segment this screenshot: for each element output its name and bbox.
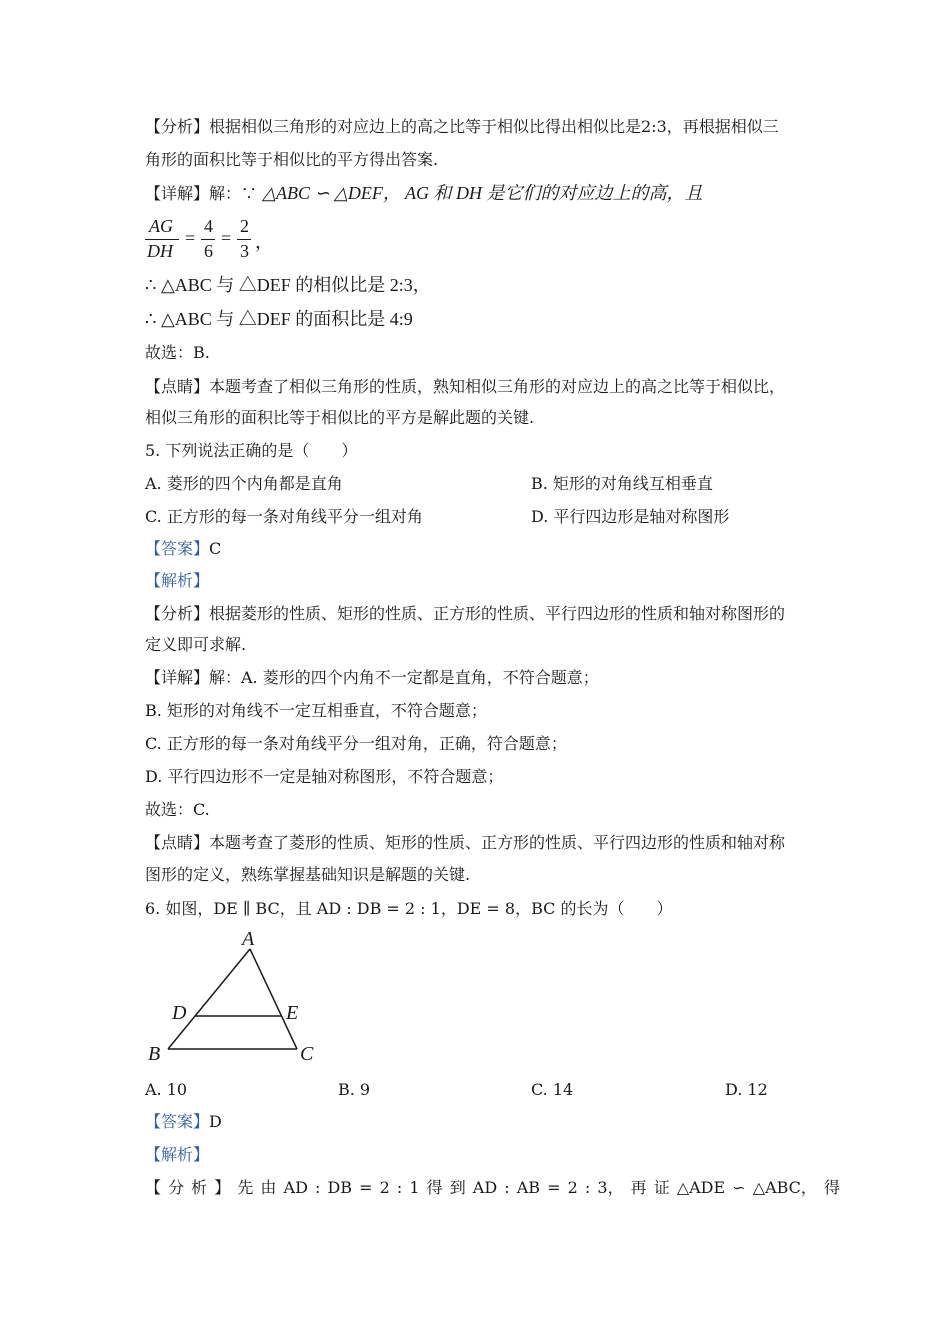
q5-detail-d: D. 平行四边形不一定是轴对称图形，不符合题意；: [145, 767, 504, 786]
q5-option-d: D. 平行四边形是轴对称图形: [531, 507, 730, 526]
q5-analysis-cont: 定义即可求解.: [145, 635, 247, 654]
q4-analysis-cont: 角形的面积比等于相似比的平方得出答案.: [145, 150, 439, 169]
frac-den-3: 3: [240, 241, 249, 261]
q5-answer-tag: 【答案】: [145, 539, 210, 558]
q4-detail-expr: △ABC ∽ △DEF， AG 和 DH 是它们的对应边上的高，且: [262, 183, 703, 203]
q5-detail-a: 【详解】解：A. 菱形的四个内角不一定都是直角，不符合题意；: [145, 668, 599, 687]
frac-num-4: 4: [204, 216, 213, 236]
label-a: A: [242, 928, 255, 950]
q5-solution-tag: 【解析】: [145, 571, 210, 590]
q6-option-c: C. 14: [531, 1080, 574, 1099]
q5-choose: 故选：C.: [145, 800, 210, 819]
q4-choose: 故选：B.: [145, 343, 210, 362]
q4-comment: 【点睛】本题考查了相似三角形的性质，熟知相似三角形的对应边上的高之比等于相似比，: [145, 377, 786, 396]
q5-detail-b: B. 矩形的对角线不一定互相垂直，不符合题意；: [145, 701, 487, 720]
q5-analysis: 【分析】根据菱形的性质、矩形的性质、正方形的性质、平行四边形的性质和轴对称图形的: [145, 604, 786, 623]
q5-option-b: B. 矩形的对角线互相垂直: [531, 474, 713, 493]
q6-option-d: D. 12: [725, 1080, 768, 1099]
q5-comment-cont: 图形的定义，熟练掌握基础知识是解题的关键.: [145, 865, 471, 884]
q5-stem: 5. 下列说法正确的是（ ）: [145, 441, 358, 460]
frac-num-2: 2: [240, 216, 249, 236]
q5-answer: [145, 538, 221, 560]
q6-analysis: 【 分 析 】 先 由 AD : DB = 2 : 1 得 到 AD : AB = 2 : 3， 再 证 △ADE ∽ △ABC， 得: [145, 1178, 841, 1197]
equals-sign-2: =: [221, 228, 232, 248]
side-ac: [250, 949, 297, 1049]
q6-option-a: A. 10: [145, 1080, 188, 1099]
q4-detail: [145, 182, 703, 205]
side-ab: [168, 949, 250, 1049]
q4-analysis: 【分析】根据相似三角形的对应边上的高之比等于相似比得出相似比是2:3，再根据相似三: [145, 117, 779, 136]
q6-solution-tag: 【解析】: [145, 1145, 210, 1164]
label-d: D: [172, 1002, 187, 1024]
q6-answer: [145, 1111, 222, 1133]
q4-ratio-line: ∴ △ABC 与 △DEF 的相似比是 2:3，: [145, 275, 431, 295]
label-e: E: [286, 1002, 299, 1024]
label-c: C: [300, 1043, 314, 1065]
q5-answer-value: C: [209, 539, 222, 558]
label-b: B: [148, 1043, 161, 1065]
q4-fraction-equation: [145, 216, 285, 266]
q5-comment: 【点睛】本题考查了菱形的性质、矩形的性质、正方形的性质、平行四边形的性质和轴对称: [145, 833, 786, 852]
q5-option-c: C. 正方形的每一条对角线平分一组对角: [145, 507, 423, 526]
q6-option-b: B. 9: [338, 1080, 371, 1099]
triangle-figure: [140, 925, 330, 1065]
q5-option-a: A. 菱形的四个内角都是直角: [145, 474, 343, 493]
frac-den-6: 6: [204, 241, 213, 261]
q4-detail-tag: 【详解】解：∵: [145, 184, 258, 203]
q6-answer-tag: 【答案】: [145, 1112, 210, 1131]
q6-stem: 6. 如图，DE ∥ BC，且 AD : DB = 2 : 1，DE = 8，BC 的长为（ ）: [145, 899, 673, 918]
q5-detail-c: C. 正方形的每一条对角线平分一组对角，正确，符合题意；: [145, 734, 567, 753]
frac-den-dh: DH: [147, 241, 173, 261]
frac-num-ag: AG: [149, 216, 173, 236]
q4-area-line: ∴ △ABC 与 △DEF 的面积比是 4:9: [145, 309, 413, 329]
equals-sign: =: [185, 228, 196, 248]
q4-comment-cont: 相似三角形的面积比等于相似比的平方是解此题的关键.: [145, 408, 535, 427]
comma: ，: [255, 232, 273, 252]
q6-answer-value: D: [209, 1112, 222, 1131]
